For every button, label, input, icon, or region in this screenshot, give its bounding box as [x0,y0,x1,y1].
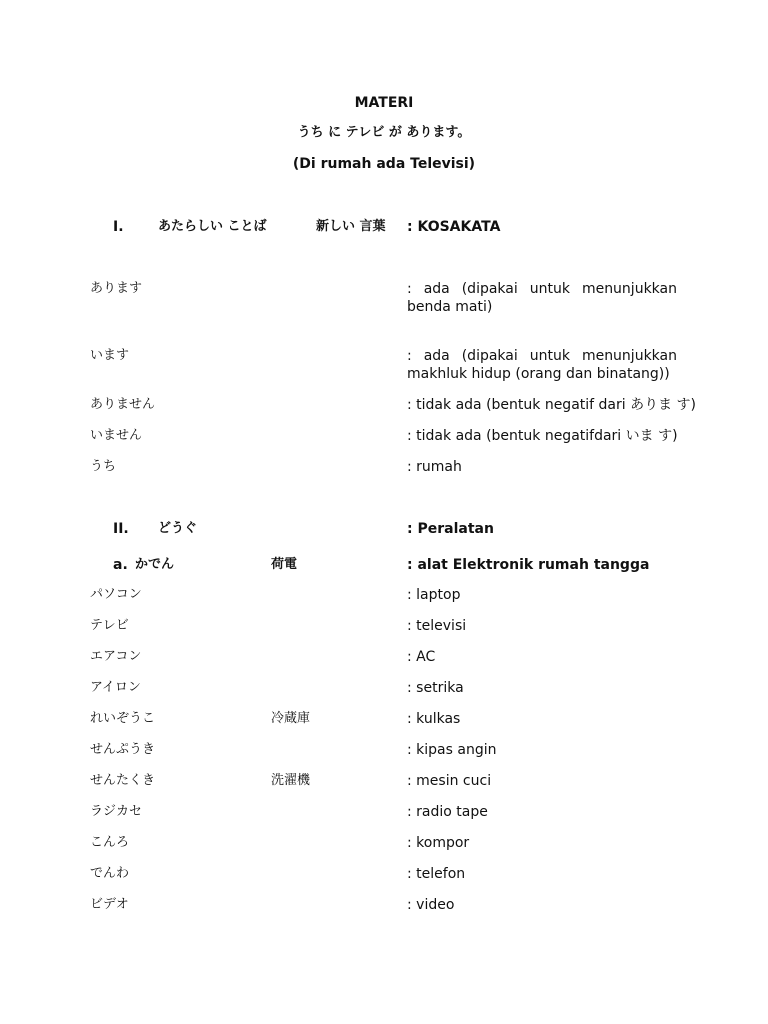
vocab-definition: : tidak ada (bentuk negatifdari いま す) [407,428,678,444]
vocab-definition: : setrika [407,680,464,696]
vocab-definition-line: makhluk hidup (orang dan binatang)) [407,366,670,382]
vocab-definition [407,280,677,316]
vocab-word: アイロン [90,680,141,695]
vocab-word: エアコン [90,649,142,664]
vocab-definition: : kipas angin [407,742,497,758]
title-japanese: うち に テレビ が あります。 [297,125,471,140]
vocab-definition: : kulkas [407,711,461,727]
title-translation: (Di rumah ada Televisi) [292,156,476,172]
vocab-word: いません [90,428,143,443]
vocab-definition: : kompor [407,835,470,851]
vocab-definition: : AC [407,649,436,665]
vocab-word: でんわ [90,866,130,881]
vocab-definition: : laptop [407,587,461,603]
vocab-definition-line: : ada (dipakai untuk menunjukkan [407,348,677,364]
section1-kanji: 新しい 言葉 [316,219,386,234]
vocab-definition: : televisi [407,618,467,634]
subsection-a-kanji: 荷電 [271,557,298,572]
section2-kana: どうぐ [158,521,198,536]
vocab-kanji: 冷蔵庫 [271,711,311,726]
subsection-a-prefix: a. [113,557,128,573]
section1-label: : KOSAKATA [407,219,501,235]
vocab-kanji: 洗濯機 [271,773,311,788]
title-materi: MATERI [354,95,414,111]
vocab-word: ラジカセ [90,804,143,819]
section2-label: : Peralatan [407,521,494,537]
vocab-word: うち [90,459,117,474]
vocab-definition: : video [407,897,455,913]
subsection-a-kana: かでん [135,557,175,572]
vocab-definition: : radio tape [407,804,488,820]
vocab-definition [407,347,677,383]
section1-numeral: I. [113,219,124,235]
vocab-word: あります [90,281,143,296]
vocab-word: パソコン [90,587,142,602]
section2-numeral: II. [113,521,129,537]
vocab-definition-line: : ada (dipakai untuk menunjukkan [407,281,677,297]
vocab-word: こんろ [90,835,130,850]
vocab-definition: : tidak ada (bentuk negatif dari ありま す) [407,397,697,413]
vocab-definition-line: benda mati) [407,299,493,315]
vocab-word: ありません [90,397,156,412]
vocab-word: れいぞうこ [90,711,156,726]
vocab-definition: : telefon [407,866,466,882]
vocab-word: テレビ [90,618,129,633]
subsection-a-label: : alat Elektronik rumah tangga [407,557,650,573]
vocab-word: せんたくき [90,773,156,788]
vocab-word: います [90,348,130,363]
section1-kana: あたらしい ことば [158,219,267,234]
vocab-word: せんぷうき [90,742,156,757]
vocab-definition: : mesin cuci [407,773,492,789]
vocab-definition: : rumah [407,459,462,475]
vocab-word: ビデオ [90,897,129,912]
